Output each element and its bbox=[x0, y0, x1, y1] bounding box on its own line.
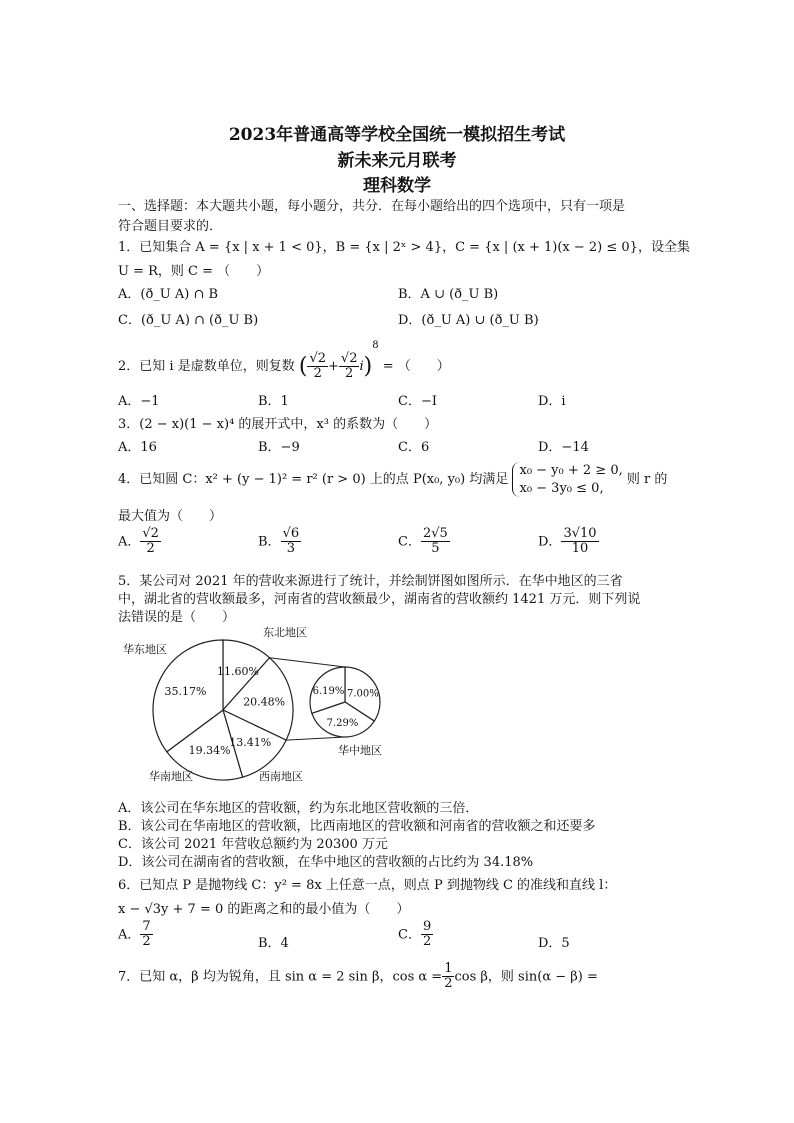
q5-option-b: B．该公司在华南地区的营收额，比西南地区的营收额和河南省的营收额之和还要多 bbox=[118, 819, 596, 834]
q4-option-b: B． $\frac{√6}{3}$ bbox=[258, 526, 300, 557]
q7-stem bbox=[118, 962, 598, 992]
detail-value-label-1: 7.29% bbox=[326, 718, 359, 730]
q5-option-d: D．该公司在湖南省的营收额，在华中地区的营收额的占比约为 34.18% bbox=[118, 855, 534, 870]
connector-line-bottom bbox=[286, 737, 345, 740]
q4-constraint-2: x₀ − 3y₀ ≤ 0, bbox=[519, 480, 604, 496]
q2-suffix: = （ ） bbox=[382, 359, 450, 374]
q2-option-a: A．−1 bbox=[118, 394, 160, 409]
q6-option-a: A． $\frac{7}{2}$ bbox=[118, 919, 151, 950]
q5-option-c: C．该公司 2021 年营收总额约为 20300 万元 bbox=[118, 837, 388, 852]
q4-constraint-1: x₀ − y₀ + 2 ≥ 0, bbox=[519, 463, 623, 478]
q7-suffix: cos β，则 sin(α − β) = bbox=[454, 969, 598, 985]
q4-option-d: D． $\frac{3√10}{10}$ bbox=[538, 526, 597, 557]
q2-option-b: B．1 bbox=[258, 394, 289, 409]
q6-stem-2: x − √3y + 7 = 0 的距离之和的最小值为（ ） bbox=[118, 902, 410, 917]
q1-option-d: D．(ð_U A) ∪ (ð_U B) bbox=[398, 313, 539, 328]
region-label-southwest: 西南地区 bbox=[259, 770, 303, 783]
detail-value-label-0: 7.00% bbox=[346, 688, 379, 700]
q2-fraction-2: $\frac{√2}{2}$ bbox=[340, 350, 358, 381]
q5-stem-2: 中，湖北省的营收额最多，河南省的营收额最少，湖南省的营收额约 1421 万元．则下列说 bbox=[118, 592, 641, 607]
q4-constraint-system bbox=[512, 462, 622, 497]
q3-stem: 3．(2 − x)(1 − x)⁴ 的展开式中，x³ 的系数为（ ） bbox=[118, 417, 438, 432]
connector-line-top bbox=[270, 658, 345, 667]
pie-value-label-2: 13.41% bbox=[229, 735, 272, 749]
q5-stem-1: 5．某公司对 2021 年的营收来源进行了统计，并绘制饼图如图所示．在华中地区的三省 bbox=[118, 574, 623, 589]
pie-value-label-0: 11.60% bbox=[216, 664, 259, 678]
q1-option-a: A．(ð_U A) ∩ B bbox=[118, 287, 219, 302]
pie-chart bbox=[110, 622, 420, 790]
q4-stem bbox=[118, 462, 667, 497]
q2-expression: ( bbox=[298, 354, 308, 379]
q2-option-c: C．−I bbox=[398, 394, 437, 409]
q1-option-b: B．A ∪ (ð_U B) bbox=[398, 287, 499, 302]
exam-subtitle: 新未来元月联考 bbox=[337, 151, 457, 171]
detail-title: 华中地区 bbox=[338, 744, 382, 757]
pie-value-label-4: 35.17% bbox=[164, 685, 207, 699]
q1-stem-2: U = R，则 C = （ ） bbox=[118, 264, 270, 279]
q1-stem-1: 1．已知集合 A = {x | x + 1 < 0}，B = {x | 2ˣ > 4}，C = {x | (x + 1)(x − 2) ≤ 0}，设全集 bbox=[118, 240, 690, 255]
region-label-east: 华东地区 bbox=[123, 643, 167, 656]
q3-option-a: A．16 bbox=[118, 440, 157, 455]
q3-option-c: C．6 bbox=[398, 440, 430, 455]
region-label-northeast: 东北地区 bbox=[263, 626, 307, 639]
q6-option-d: D．5 bbox=[538, 936, 570, 951]
section-instruction-1: 一、选择题：本大题共小题，每小题分，共分．在每小题给出的四个选项中，只有一项是 bbox=[118, 199, 626, 214]
q1-option-c: C．(ð_U A) ∩ (ð_U B) bbox=[118, 313, 259, 328]
q7-prefix: 7．已知 α，β 均为锐角，且 sin α = 2 sin β，cos α = bbox=[118, 969, 443, 985]
region-label-south: 华南地区 bbox=[149, 770, 193, 783]
q3-option-d: D．−14 bbox=[538, 440, 589, 455]
q4-option-a: A． $\frac{√2}{2}$ bbox=[118, 526, 159, 557]
q2-prefix: 2．已知 i 是虚数单位，则复数 bbox=[118, 359, 295, 374]
section-instruction-2: 符合题目要求的． bbox=[118, 219, 223, 234]
subject-title: 理科数学 bbox=[363, 176, 431, 196]
pie-value-label-1: 20.48% bbox=[243, 695, 286, 709]
q4-stem-2: 最大值为（ ） bbox=[118, 509, 223, 524]
q3-option-b: B．−9 bbox=[258, 440, 300, 455]
q6-stem-1: 6．已知点 P 是抛物线 C：y² = 8x 上任意一点，则点 P 到抛物线 C 的准线和直线 l： bbox=[118, 878, 617, 893]
q2-stem: 2．已知 i 是虚数单位，则复数 ( $\frac{√2}{2}$ + $\frac{√2}{2}$ i)$^8$ = （ ） bbox=[118, 340, 450, 381]
exam-title: 2023年普通高等学校全国统一模拟招生考试 bbox=[228, 125, 566, 145]
q5-stem-3: 法错误的是（ ） bbox=[118, 610, 236, 625]
q4-prefix: 4．已知圆 C：x² + (y − 1)² = r² (r > 0) 上的点 P(x₀, y₀) 均满足 bbox=[118, 472, 509, 488]
q7-fraction: $\frac{1}{2}$ bbox=[444, 961, 453, 992]
q4-suffix: 则 r 的 bbox=[626, 472, 668, 488]
q4-option-c: C． $\frac{2√5}{5}$ bbox=[398, 526, 448, 557]
q6-option-b: B．4 bbox=[258, 936, 289, 951]
detail-value-label-2: 6.19% bbox=[312, 686, 345, 698]
q2-fraction-1: $\frac{√2}{2}$ bbox=[309, 350, 326, 381]
q2-option-d: D．i bbox=[538, 394, 566, 409]
q5-option-a: A．该公司在华东地区的营收额，约为东北地区营收额的三倍． bbox=[118, 801, 479, 816]
pie-value-label-3: 19.34% bbox=[188, 743, 231, 757]
q6-option-c: C． $\frac{9}{2}$ bbox=[398, 919, 432, 950]
